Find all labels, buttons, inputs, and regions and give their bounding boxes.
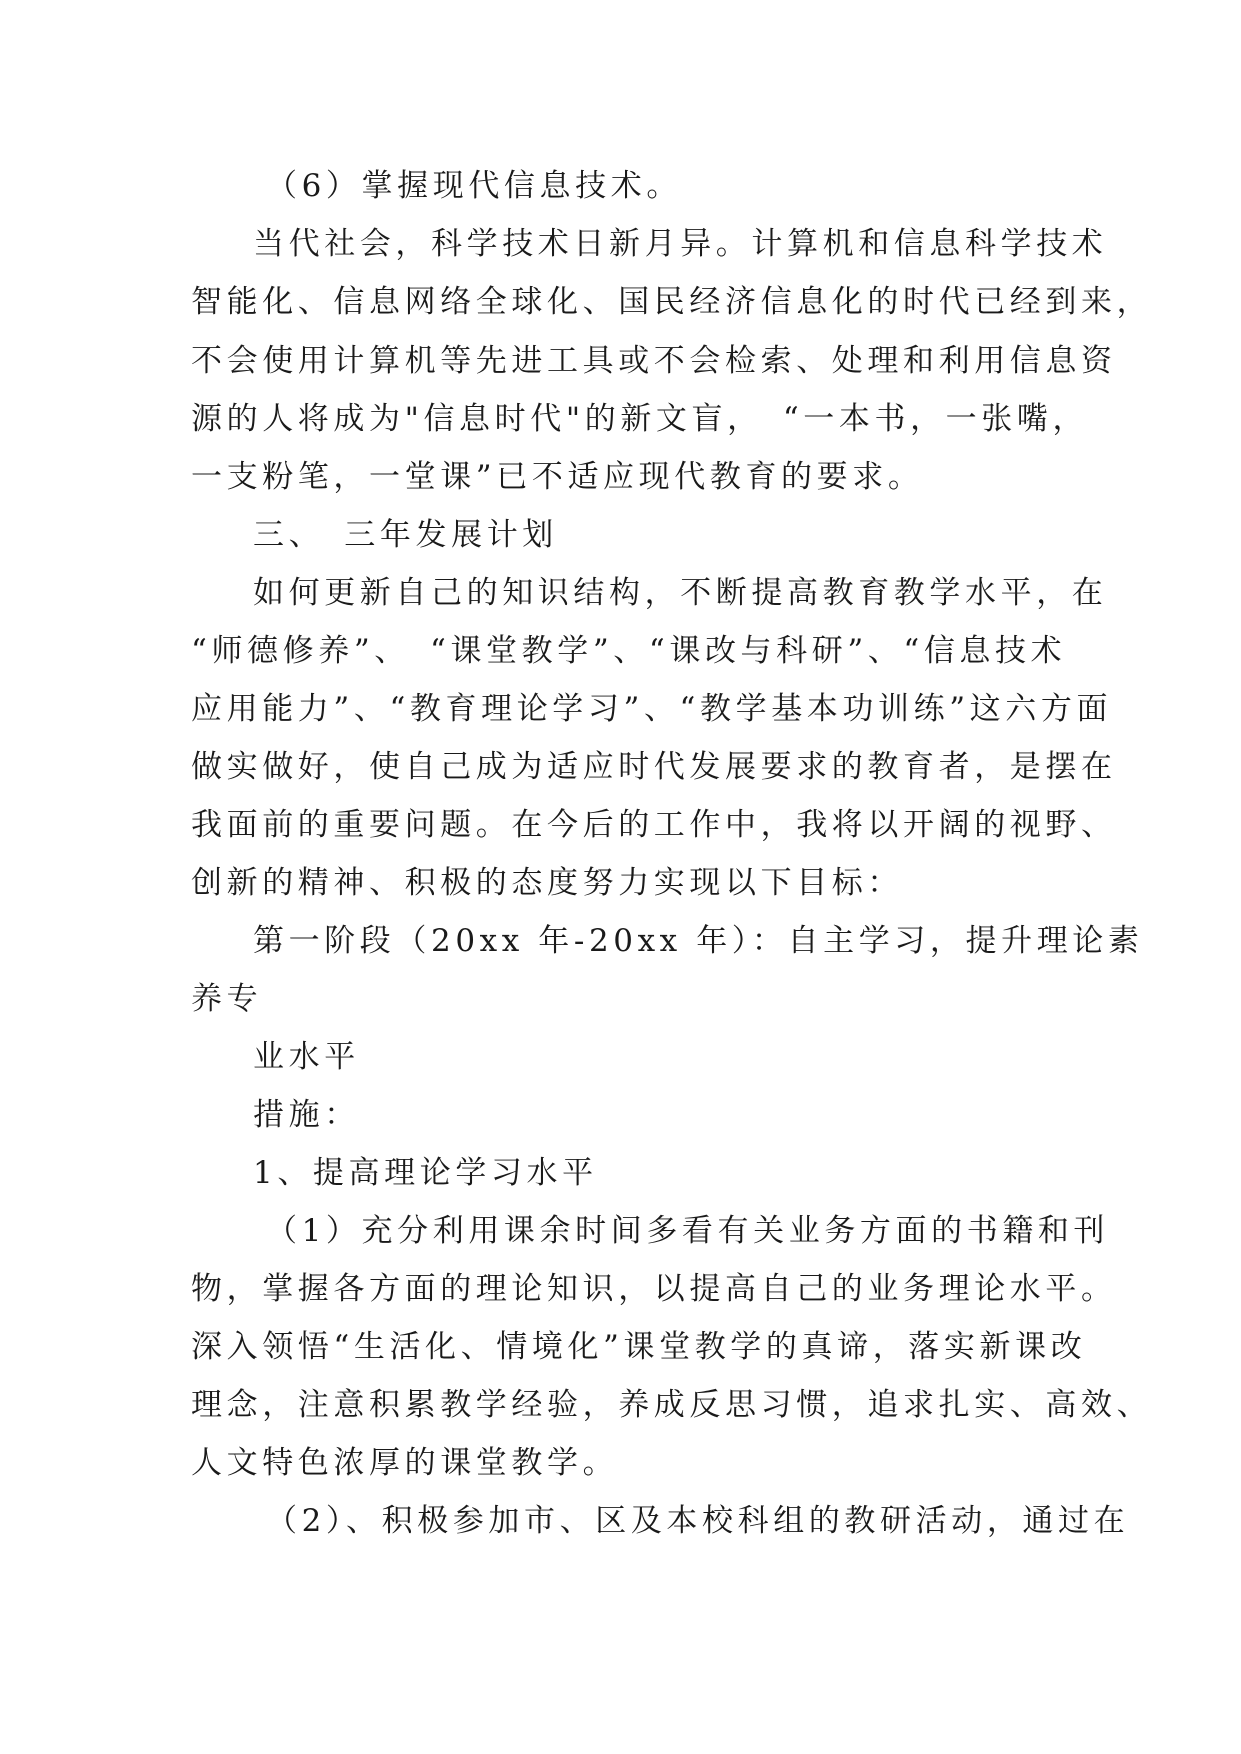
- text-line: 人文特色浓厚的课堂教学。: [191, 1445, 619, 1481]
- text-line: 做实做好，使自己成为适应时代发展要求的教育者，是摆在: [191, 749, 1117, 785]
- text-line: 源的人将成为"信息时代"的新文盲， “一本书，一张嘴，: [191, 401, 1089, 437]
- text-line: 应用能力”、“教育理论学习”、“教学基本功训练”这六方面: [191, 691, 1113, 727]
- text-line: 第一阶段（20xx 年-20xx 年）：自主学习，提升理论素: [253, 923, 1144, 959]
- text-line: “师德修养”、 “课堂教学”、“课改与科研”、“信息技术: [191, 633, 1067, 669]
- text-line: 创新的精神、积极的态度努力实现以下目标：: [191, 865, 903, 901]
- text-line: 如何更新自己的知识结构，不断提高教育教学水平，在: [253, 575, 1108, 611]
- text-line: 理念，注意积累教学经验，养成反思习惯，追求扎实、高效、: [191, 1387, 1153, 1423]
- text-line: 不会使用计算机等先进工具或不会检索、处理和利用信息资: [191, 343, 1117, 379]
- section-heading: 三、 三年发展计划: [253, 517, 558, 553]
- text-line: 深入领悟“生活化、情境化”课堂教学的真谛，落实新课改: [191, 1329, 1087, 1365]
- text-line: （1）充分利用课余时间多看有关业务方面的书籍和刊: [266, 1213, 1110, 1249]
- text-line: 一支粉笔，一堂课”已不适应现代教育的要求。: [191, 459, 924, 495]
- text-line: 当代社会，科学技术日新月异。计算机和信息科学技术: [253, 226, 1108, 262]
- text-line: 养专: [191, 981, 263, 1017]
- text-line: 我面前的重要问题。在今后的工作中，我将以开阔的视野、: [191, 807, 1117, 843]
- text-line: 措施：: [253, 1097, 360, 1133]
- text-line: 物，掌握各方面的理论知识，以提高自己的业务理论水平。: [191, 1271, 1117, 1307]
- list-heading: 1、提高理论学习水平: [253, 1155, 598, 1191]
- text-line: （6）掌握现代信息技术。: [266, 168, 682, 204]
- text-line: 智能化、信息网络全球化、国民经济信息化的时代已经到来，: [191, 284, 1153, 320]
- text-line: （2）、积极参加市、区及本校科组的教研活动，通过在: [266, 1503, 1130, 1539]
- text-line: 业水平: [253, 1039, 360, 1075]
